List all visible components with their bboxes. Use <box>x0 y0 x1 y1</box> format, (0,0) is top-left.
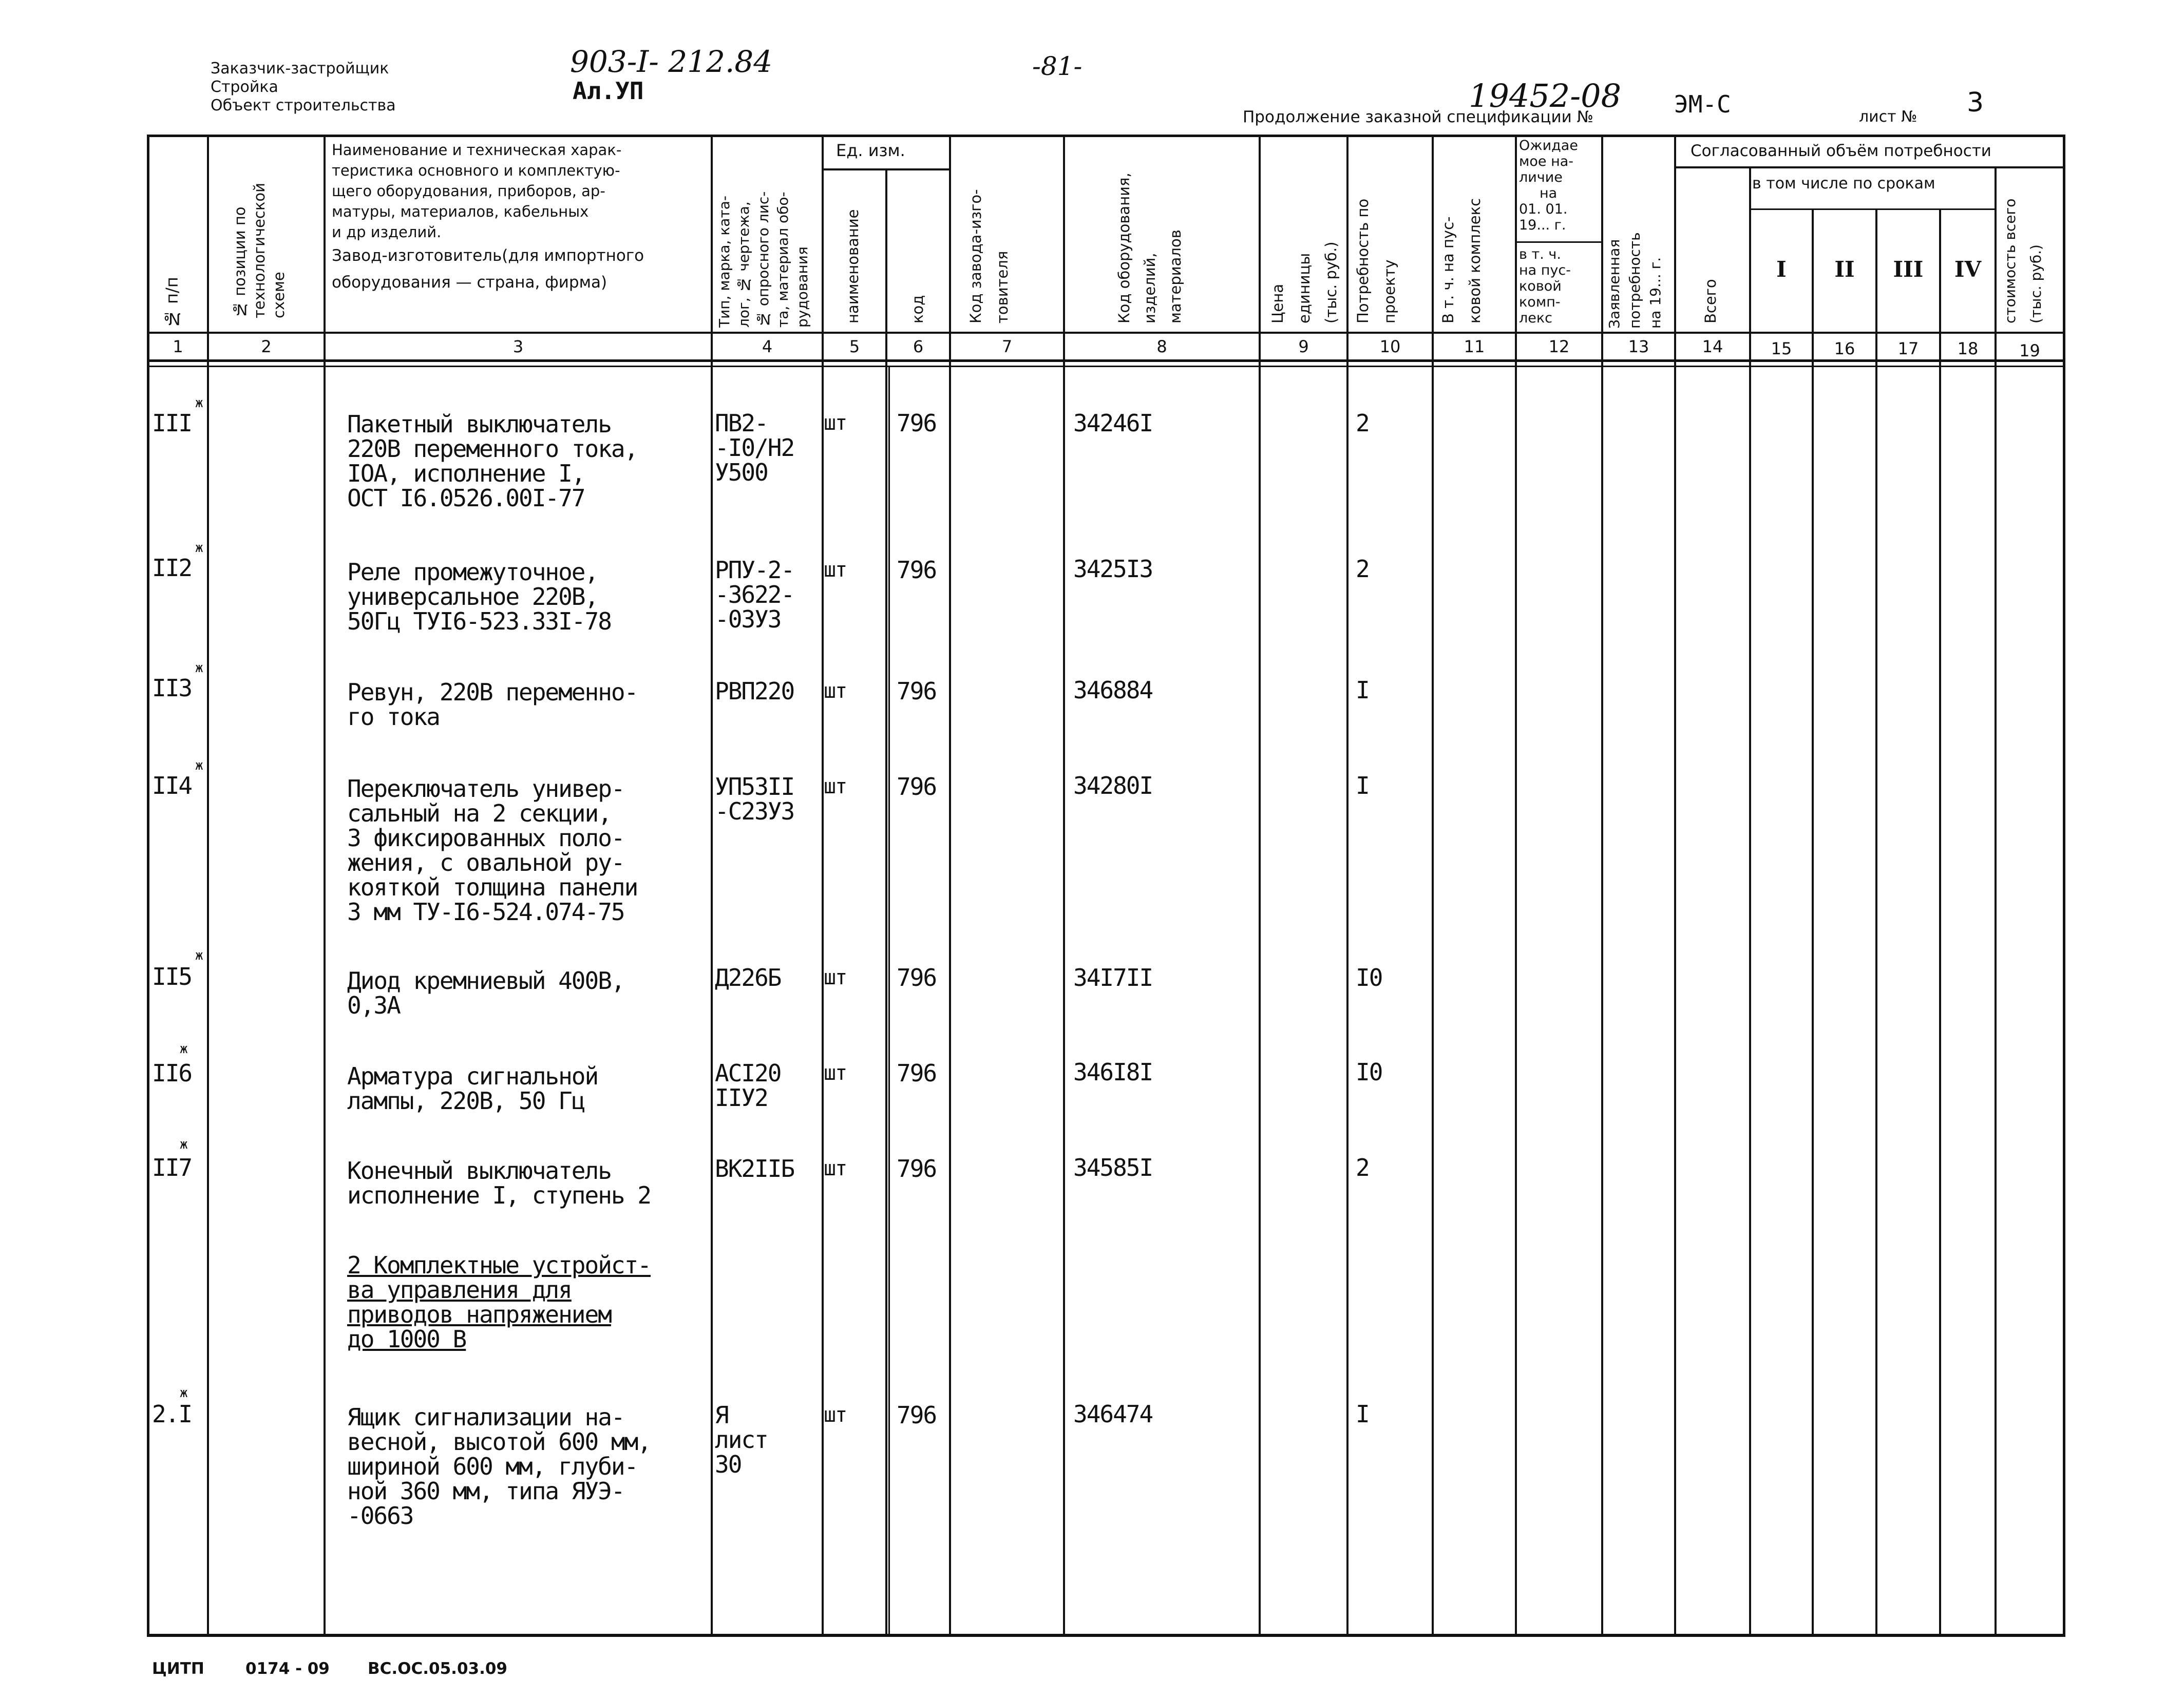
header-unit-group: Ед. изм. <box>836 141 905 160</box>
column-number: 10 <box>1379 337 1401 356</box>
page-mark: -81- <box>1032 51 1082 81</box>
row-star-mark: ж <box>195 395 203 411</box>
project-code: 903-I- 212.84 <box>570 44 773 79</box>
table-border-bottom <box>147 1634 2065 1637</box>
row-code: 796 <box>897 409 937 437</box>
col-line <box>1432 135 1434 1637</box>
header-c12-line: 01. 01. <box>1519 201 1568 217</box>
column-number: 18 <box>1957 339 1979 358</box>
row-star-mark: ж <box>195 758 203 773</box>
col-line <box>1749 167 1751 1637</box>
row-unit: шт <box>824 1157 847 1180</box>
header-terms-group: в том числе по срокам <box>1752 175 1935 193</box>
row-type: РВП220 <box>715 677 794 705</box>
col-line <box>711 135 713 1637</box>
header-c1: № п/п <box>162 277 182 329</box>
column-number: 17 <box>1897 339 1919 358</box>
column-number: 7 <box>1001 337 1013 356</box>
section-heading: 2 Комплектные устройст- ва управления для приводов напряжением до 1000 В <box>347 1251 651 1353</box>
c12-split-rule <box>1515 241 1602 243</box>
footer-code: 0174 - 09 <box>245 1659 330 1678</box>
column-number: 4 <box>762 337 773 356</box>
col-line <box>1259 135 1261 1637</box>
column-number: 15 <box>1771 339 1792 358</box>
construction-line: Стройка <box>211 78 278 96</box>
header-c19: стоимость всего (тыс. руб.) <box>2002 198 2044 323</box>
row-code: 796 <box>897 556 937 584</box>
column-number: 1 <box>173 337 183 356</box>
row-name: Реле промежуточное, универсальное 220В, 50Гц ТУI6-523.33I-78 <box>347 558 611 635</box>
header-c3-line: оборудования — страна, фирма) <box>332 273 607 292</box>
header-c12-line: мое на- <box>1519 154 1574 169</box>
row-star-mark: ж <box>180 1385 188 1401</box>
row-name: Ревун, 220В переменно- го тока <box>347 678 638 731</box>
header-c12-line: личие <box>1519 169 1563 185</box>
table-border-top <box>147 135 2065 137</box>
header-c17: III <box>1893 257 1924 282</box>
header-rule <box>147 332 2065 334</box>
col-line <box>949 135 951 1637</box>
header-c18: IV <box>1954 257 1982 282</box>
header-c11: В т. ч. на пус- ковой комплекс <box>1439 198 1484 323</box>
column-number: 3 <box>512 337 524 356</box>
header-c12-bottom <box>1519 246 1571 326</box>
row-unit: шт <box>824 1403 847 1427</box>
column-number: 8 <box>1156 337 1167 356</box>
customer-line: Заказчик-застройщик <box>211 60 389 78</box>
row-equipment-code: 34I7II <box>1073 964 1153 991</box>
header-c2: № позиции по технологической схеме <box>231 183 288 318</box>
header-c4: Тип, марка, ката- лог, № чертежа, № опросного лис- та, материал обо- рудования <box>716 191 811 328</box>
header-c7: Код завода-изго- товителя <box>967 189 1011 323</box>
row-need: I <box>1356 676 1369 704</box>
header-c10: Потребность по проекту <box>1354 198 1398 323</box>
column-number: 2 <box>261 337 272 356</box>
row-type: Д226Б <box>715 964 781 991</box>
header-c3-line: матуры, материалов, кабельных <box>332 203 589 220</box>
row-number: 2.I <box>152 1400 192 1428</box>
row-star-mark: ж <box>195 660 203 676</box>
row-code: 796 <box>897 1155 937 1182</box>
row-name: Диод кремниевый 400В, 0,3А <box>347 967 624 1019</box>
row-name: Переключатель универ- сальный на 2 секции, 3 фиксированных поло- жения, с овальной ру- кояткой толщина панели 3 мм ТУ-I6-524.074-75 <box>347 775 638 926</box>
number-row-rule <box>147 359 2065 362</box>
header-c12-line: Ожидае <box>1519 138 1578 154</box>
header-agreed-group: Согласованный объём потребности <box>1691 142 1991 160</box>
row-unit: шт <box>824 558 847 582</box>
row-star-mark: ж <box>195 948 203 963</box>
number-row-rule-2 <box>147 366 2065 367</box>
row-need: I <box>1356 772 1369 799</box>
column-number: 5 <box>849 337 860 356</box>
row-number: II2 <box>152 554 192 582</box>
row-type: ВК2IIБ <box>715 1155 794 1182</box>
header-c3-line: Наименование и техническая харак- <box>332 141 622 159</box>
header-c3-line: Завод-изготовитель(для импортного <box>332 246 644 265</box>
header-c9: Цена единицы (тыс. руб.) <box>1269 241 1340 323</box>
header-c3-line: и др изделий. <box>332 223 442 241</box>
header-c12-line: 19... г. <box>1519 217 1566 233</box>
row-need: 2 <box>1356 1154 1369 1181</box>
col-line <box>1601 135 1603 1637</box>
row-equipment-code: 34246I <box>1073 409 1153 437</box>
row-type: РПУ-2- -3622- -03У3 <box>715 556 794 633</box>
row-equipment-code: 34280I <box>1073 772 1153 799</box>
header-c15: I <box>1776 257 1787 282</box>
agreed-group-rule <box>1674 166 2064 168</box>
header-c8: Код оборудования, изделий, материалов <box>1115 173 1184 323</box>
row-equipment-code: 34585I <box>1073 1154 1153 1181</box>
row-name: Арматура сигнальной лампы, 220В, 50 Гц <box>347 1062 598 1115</box>
column-number: 13 <box>1628 337 1649 356</box>
header-c16: II <box>1834 257 1855 282</box>
header-c12-top <box>1519 138 1578 233</box>
terms-group-rule <box>1749 208 1996 210</box>
spec-number: 19452-08 <box>1469 77 1622 115</box>
row-unit: шт <box>824 966 847 989</box>
sheet-number: 3 <box>1967 87 1984 118</box>
sheet-label: лист № <box>1859 108 1917 126</box>
column-number: 12 <box>1548 337 1570 356</box>
col-line <box>1812 209 1814 1637</box>
col-line <box>207 135 209 1637</box>
row-star-mark: ж <box>195 540 203 556</box>
row-equipment-code: 346474 <box>1073 1400 1153 1428</box>
row-need: 2 <box>1356 409 1369 437</box>
row-need: 2 <box>1356 555 1369 583</box>
row-unit: шт <box>824 1061 847 1085</box>
column-number: 6 <box>913 337 924 356</box>
row-equipment-code: 346884 <box>1073 676 1153 704</box>
header-c12-line: на <box>1540 185 1558 201</box>
header-c12-line: комп- <box>1519 294 1561 310</box>
row-number: II6 <box>152 1059 192 1087</box>
album-label: Ал.УП <box>573 77 644 105</box>
row-type: УП53II -С23У3 <box>715 773 794 825</box>
col-line <box>885 169 887 1637</box>
header-c14: Всего <box>1702 279 1719 323</box>
column-number: 19 <box>2019 341 2040 360</box>
row-equipment-code: 3425I3 <box>1073 555 1153 583</box>
header-c12-line: лекс <box>1519 310 1553 326</box>
header-c13: Заявленная потребность на 19... г. <box>1606 232 1664 329</box>
header-c6: код <box>909 295 926 323</box>
row-code: 796 <box>897 677 937 705</box>
column-number: 14 <box>1702 337 1723 356</box>
row-number: II4 <box>152 772 192 799</box>
row-name: Конечный выключатель исполнение I, ступень 2 <box>347 1157 651 1209</box>
spec-code: ЭМ-С <box>1674 90 1731 118</box>
col-line <box>888 366 890 1637</box>
row-unit: шт <box>824 411 847 435</box>
col-line <box>1875 209 1877 1637</box>
header-c12-line: в т. ч. <box>1519 246 1561 262</box>
row-name: Пакетный выключатель 220В переменного тока, IOA, исполнение I, ОСТ I6.0526.00I-77 <box>347 410 638 512</box>
customer-block <box>211 60 396 115</box>
row-type: АСI20 IIУ2 <box>715 1059 781 1112</box>
row-star-mark: ж <box>180 1137 188 1152</box>
row-code: 796 <box>897 1401 937 1429</box>
row-need: I0 <box>1356 964 1382 991</box>
header-c3 <box>332 140 644 296</box>
row-type: ПВ2- -I0/Н2 У500 <box>715 409 794 486</box>
header-c5: наименование <box>844 209 862 323</box>
col-line <box>324 135 326 1637</box>
col-line <box>1674 135 1676 1637</box>
row-code: 796 <box>897 1059 937 1087</box>
row-type: Я лист 30 <box>715 1401 768 1478</box>
header-c12-line: на пус- <box>1519 262 1571 278</box>
col-line <box>1346 135 1349 1637</box>
col-line <box>1063 135 1065 1637</box>
row-number: II5 <box>152 963 192 990</box>
row-number: II3 <box>152 674 192 702</box>
spec-prefix: Продолжение заказной спецификации № <box>1243 108 1593 126</box>
header-c3-line: теристика основного и комплектую- <box>332 162 620 179</box>
row-need: I <box>1356 1400 1369 1428</box>
col-line <box>1995 167 1997 1637</box>
col-line <box>1939 209 1941 1637</box>
row-name: Ящик сигнализации на- весной, высотой 600 мм, шириной 600 мм, глуби- ной 360 мм, типа ЯУЭ- -0663 <box>347 1403 651 1530</box>
header-c3-line: щего оборудования, приборов, ар- <box>332 182 605 200</box>
footer-series: ВС.ОС.05.03.09 <box>368 1659 508 1678</box>
row-number: III <box>152 409 192 437</box>
column-number: 11 <box>1464 337 1485 356</box>
footer-org: ЦИТП <box>152 1659 204 1678</box>
row-code: 796 <box>897 964 937 991</box>
row-star-mark: ж <box>180 1041 188 1057</box>
column-number: 9 <box>1298 337 1309 356</box>
row-code: 796 <box>897 773 937 800</box>
row-number: II7 <box>152 1154 192 1181</box>
unit-group-rule <box>822 168 950 170</box>
row-equipment-code: 346I8I <box>1073 1058 1153 1086</box>
object-line: Объект строительства <box>211 97 396 115</box>
header-c12-line: ковой <box>1519 278 1562 294</box>
row-need: I0 <box>1356 1058 1382 1086</box>
row-unit: шт <box>824 775 847 798</box>
column-number: 16 <box>1834 339 1855 358</box>
col-line <box>1515 135 1517 1637</box>
row-unit: шт <box>824 679 847 703</box>
